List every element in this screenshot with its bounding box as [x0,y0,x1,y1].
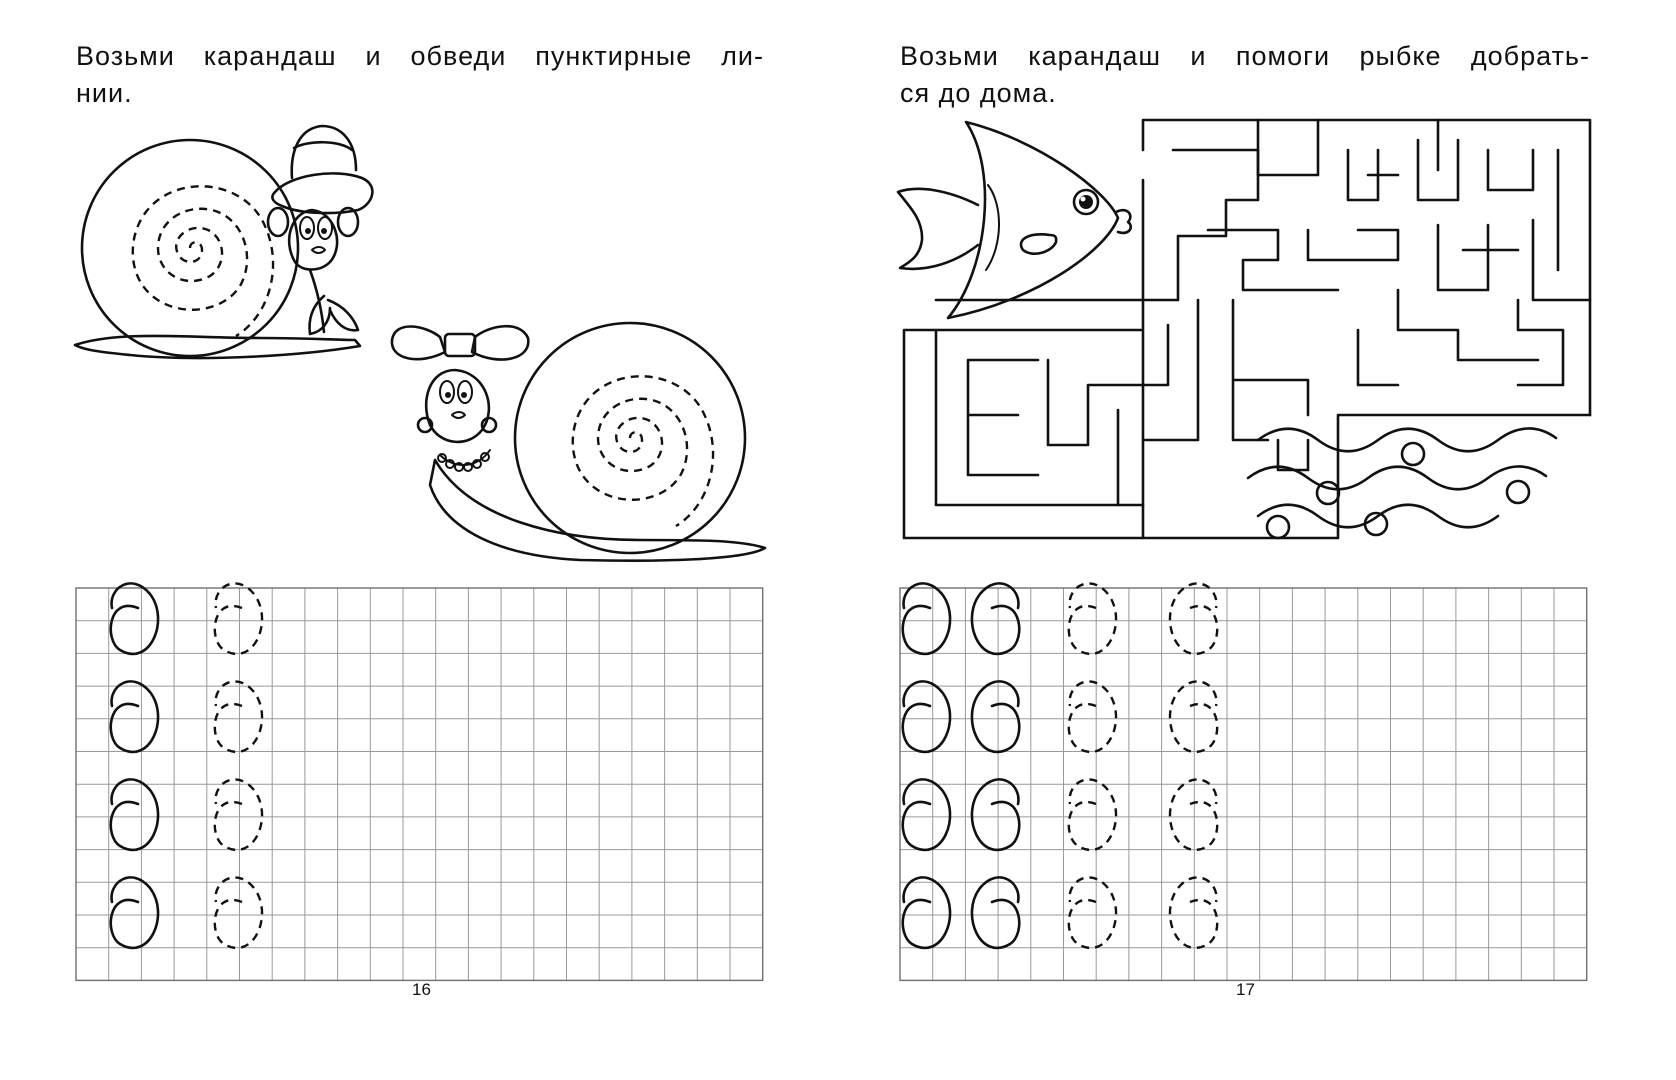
instruction-left-line-2: нии. [76,78,133,108]
page-number-right: 17 [1236,980,1255,999]
instruction-right-line-1: Возьми карандаш и помоги рыбке добрать- [900,41,1590,71]
page-number-left: 16 [412,980,431,999]
instruction-right-line-2: ся до дома. [900,78,1057,108]
traced-curls-right [903,583,1217,948]
instruction-left-line-1: Возьми карандаш и обведи пунктирные ли- [76,41,764,71]
tracing-grid-right [838,0,1676,1080]
right-page [838,0,1676,1080]
